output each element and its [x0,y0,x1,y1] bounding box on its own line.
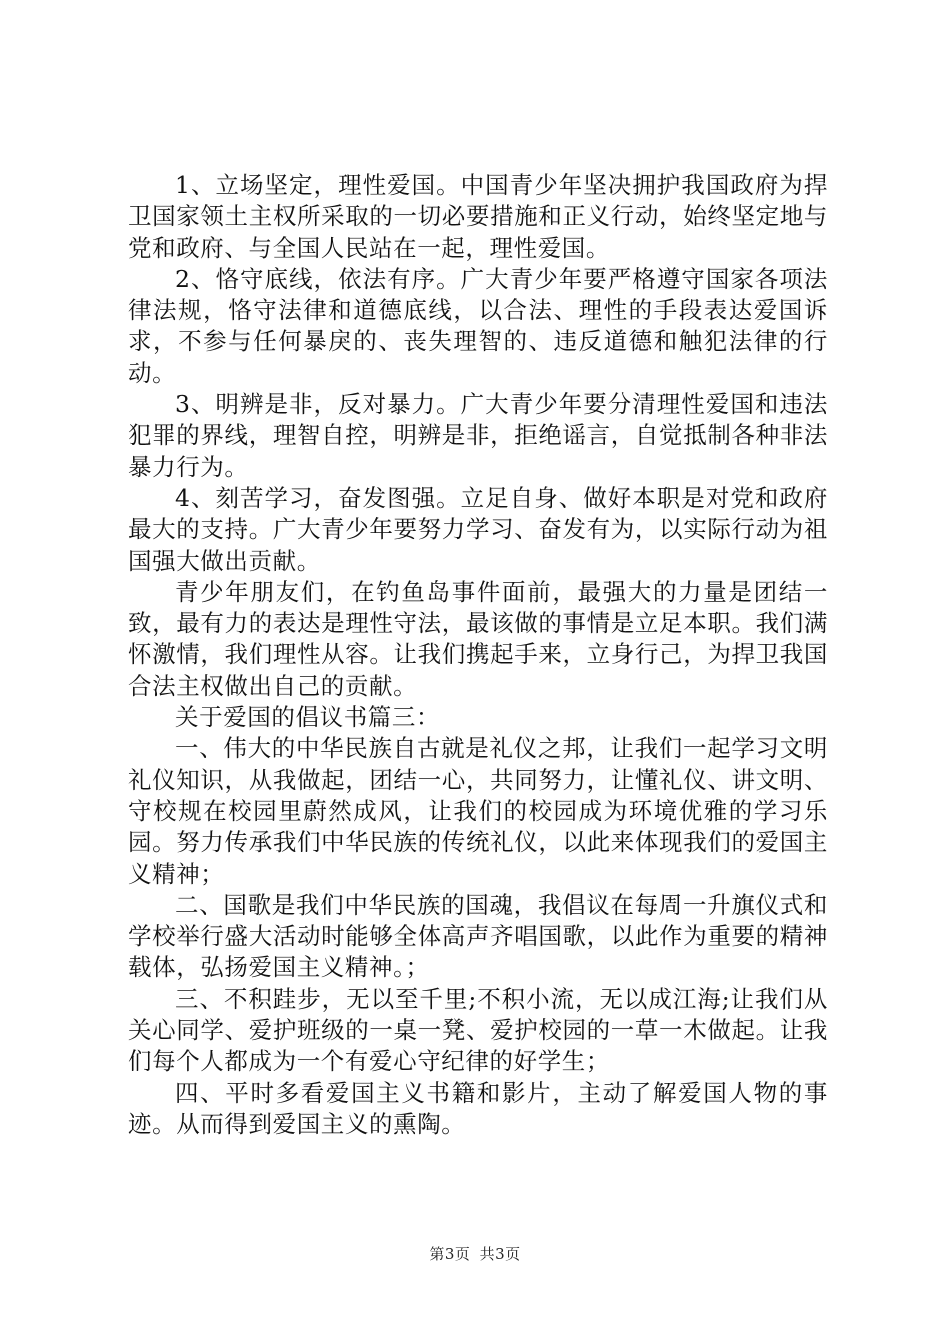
paragraph-5: 青少年朋友们，在钓鱼岛事件面前，最强大的力量是团结一致，最有力的表达是理性守法，最该做的事情是立足本职。我们满怀激情，我们理性从容。让我们携起手来，立身行己，为捍卫我国合法主权做出自己的贡献。 [128,577,828,700]
paragraph-3: 3、明辨是非，反对暴力。广大青少年要分清理性爱国和违法犯罪的界线，理智自控，明辨是非，拒绝谣言，自觉抵制各种非法暴力行为。 [128,390,828,481]
page-footer [0,1243,950,1264]
paragraph-1: 1、立场坚定，理性爱国。中国青少年坚决拥护我国政府为捍卫国家领土主权所采取的一切必要措施和正义行动，始终坚定地与党和政府、与全国人民站在一起，理性爱国。 [128,171,828,262]
paragraph-7: 一、伟大的中华民族自古就是礼仪之邦，让我们一起学习文明礼仪知识，从我做起，团结一心，共同努力，让懂礼仪、讲文明、守校规在校园里蔚然成风，让我们的校园成为环境优雅的学习乐园。努力传承我们中华民族的传统礼仪，以此来体现我们的爱国主义精神； [128,734,828,888]
page-number: 第3页 [429,1245,471,1263]
paragraph-10: 四、平时多看爱国主义书籍和影片，主动了解爱国人物的事迹。从而得到爱国主义的熏陶。 [128,1078,828,1138]
paragraph-8: 二、国歌是我们中华民族的国魂，我倡议在每周一升旗仪式和学校举行盛大活动时能够全体高声齐唱国歌，以此作为重要的精神载体，弘扬爱国主义精神。； [128,890,828,982]
paragraph-9: 三、不积跬步，无以至千里;不积小流，无以成江海;让我们从关心同学、爱护班级的一桌一凳、爱护校园的一草一木做起。让我们每个人都成为一个有爱心守纪律的好学生； [128,984,828,1076]
paragraph-2: 2、恪守底线，依法有序。广大青少年要严格遵守国家各项法律法规，恪守法律和道德底线，以合法、理性的手段表达爱国诉求，不参与任何暴戾的、丧失理智的、违反道德和触犯法律的行动。 [128,264,828,387]
document-body [128,170,828,1140]
paragraph-4: 4、刻苦学习，奋发图强。立足自身、做好本职是对党和政府最大的支持。广大青少年要努力学习、奋发有为，以实际行动为祖国强大做出贡献。 [128,483,828,575]
section-heading: 关于爱国的倡议书篇三： [175,703,441,732]
page-total: 共3页 [479,1245,521,1263]
